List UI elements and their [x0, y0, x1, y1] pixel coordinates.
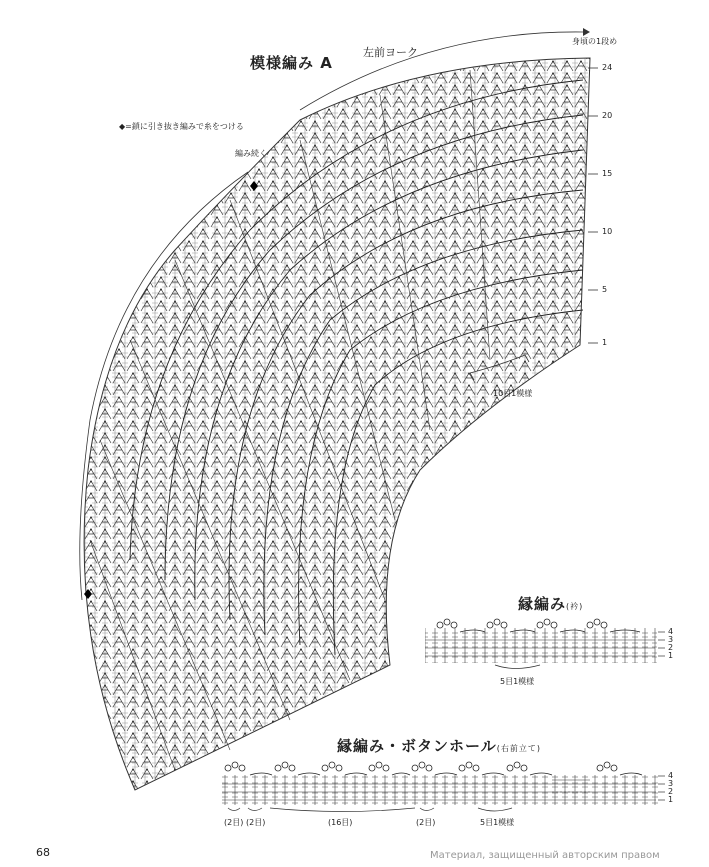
repeat-label: 10目1模様: [493, 389, 533, 398]
border-chart-title: [518, 593, 583, 614]
border-title-text: 縁編み: [518, 595, 567, 613]
stitch-count-label: (16目): [328, 818, 353, 827]
buttonhole-row-number: 1: [668, 795, 674, 804]
border-row-number: 4: [668, 627, 674, 636]
buttonhole-repeat-label: 5目1模様: [480, 818, 515, 827]
buttonhole-row-number: 2: [668, 787, 674, 796]
page-number: 68: [36, 846, 50, 859]
note-text: =鎖に引き抜き編みで糸をつける: [125, 122, 244, 131]
row-number: 1: [602, 338, 608, 347]
border-row-number: 2: [668, 643, 674, 652]
buttonhole-row-number: 4: [668, 771, 674, 780]
border-repeat-label: 5目1模様: [500, 677, 535, 686]
border-row-number: 3: [668, 635, 674, 644]
row-number: 15: [602, 169, 613, 178]
stitch-count-label: (2目): [246, 818, 266, 827]
main-chart-title: 模様編み A: [250, 54, 333, 72]
row-number: 5: [602, 285, 608, 294]
buttonhole-subtitle: (右前立て): [496, 744, 541, 753]
note-marker-icon: ◆: [119, 122, 126, 131]
stitch-count-label: (2目): [416, 818, 436, 827]
row-number: 10: [602, 227, 613, 236]
row-number: 20: [602, 111, 613, 120]
border-row-number: 1: [668, 651, 674, 660]
row-number: 24: [602, 63, 613, 72]
yoke-label: 左前ヨーク: [363, 46, 418, 59]
continue-label: 編み続く: [235, 149, 267, 158]
stitch-count-label: (2目): [224, 818, 244, 827]
buttonhole-row-number: 3: [668, 779, 674, 788]
buttonhole-title-text: 縁編み・ボタンホール: [337, 737, 497, 755]
copyright-text: Материал, защищенный авторским правом: [430, 850, 660, 861]
note-row: [119, 121, 244, 132]
buttonhole-chart-title: [337, 735, 541, 756]
start-row-label: 身頃の1段め: [572, 37, 618, 46]
border-subtitle: (衿): [566, 602, 584, 611]
